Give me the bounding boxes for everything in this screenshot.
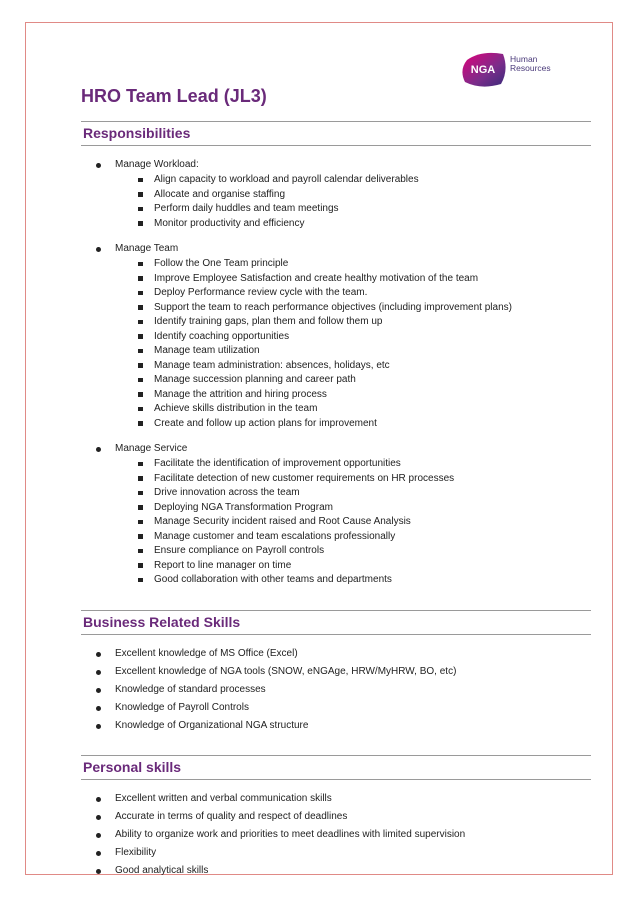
square-bullet-icon bbox=[138, 476, 143, 481]
group-label: Manage Service bbox=[115, 443, 188, 454]
square-bullet-icon bbox=[138, 305, 143, 310]
list-item bbox=[81, 544, 591, 559]
bullet-icon bbox=[96, 833, 101, 838]
list-item-text: Manage Security incident raised and Root Cause Analysis bbox=[154, 516, 411, 527]
list-item bbox=[81, 344, 591, 359]
list-item bbox=[81, 559, 591, 574]
logo-line1: Human bbox=[510, 54, 538, 64]
square-bullet-icon bbox=[138, 407, 143, 412]
list-item bbox=[81, 501, 591, 516]
list-item-text: Support the team to reach performance objectives (including improvement plans) bbox=[154, 301, 512, 313]
list-item bbox=[81, 645, 591, 663]
square-bullet-icon bbox=[138, 207, 143, 212]
responsibilities-section bbox=[81, 121, 591, 588]
square-bullet-icon bbox=[138, 491, 143, 496]
list-item-text: Monitor productivity and efficiency bbox=[154, 217, 305, 229]
list-item-text: Excellent written and verbal communication skills bbox=[115, 793, 332, 804]
list-item-text: Facilitate detection of new customer requirements on HR processes bbox=[154, 472, 455, 484]
list-item-text: Excellent knowledge of MS Office (Excel) bbox=[115, 648, 298, 659]
list-item bbox=[81, 173, 591, 188]
square-bullet-icon bbox=[138, 578, 143, 583]
list-item bbox=[81, 188, 591, 203]
list-item-text: Perform daily huddles and team meetings bbox=[154, 203, 339, 214]
bullet-icon bbox=[96, 724, 101, 729]
list-item bbox=[81, 286, 591, 301]
square-bullet-icon bbox=[138, 291, 143, 296]
square-bullet-icon bbox=[138, 549, 143, 554]
list-item-text: Identify coaching opportunities bbox=[154, 330, 290, 342]
list-item-text: Manage customer and team escalations professionally bbox=[154, 530, 396, 542]
section-heading: Business Related Skills bbox=[81, 610, 591, 635]
list-item bbox=[81, 573, 591, 588]
square-bullet-icon bbox=[138, 276, 143, 281]
sub-list bbox=[115, 257, 591, 431]
list-item-text: Manage team utilization bbox=[154, 345, 260, 356]
bullet-icon bbox=[96, 797, 101, 802]
list-item-text: Ensure compliance on Payroll controls bbox=[154, 545, 325, 556]
list-item bbox=[81, 862, 591, 880]
list-item-text: Facilitate the identification of improvement opportunities bbox=[154, 458, 401, 469]
list-item-text: Knowledge of standard processes bbox=[115, 684, 266, 695]
square-bullet-icon bbox=[138, 320, 143, 325]
list-item bbox=[81, 217, 591, 232]
list-item-text: Identify training gaps, plan them and follow them up bbox=[154, 316, 383, 327]
list-item-text: Knowledge of Payroll Controls bbox=[115, 702, 249, 713]
list-item-text: Drive innovation across the team bbox=[154, 487, 300, 498]
group-item bbox=[81, 158, 591, 242]
list-item-text: Good collaboration with other teams and departments bbox=[154, 574, 392, 585]
bullet-icon bbox=[96, 706, 101, 711]
svg-text:NGA: NGA bbox=[470, 64, 496, 76]
list-item bbox=[81, 359, 591, 374]
bullet-icon bbox=[96, 670, 101, 675]
group-label: Manage Workload: bbox=[115, 159, 199, 170]
list-item bbox=[81, 486, 591, 501]
sub-list bbox=[115, 173, 591, 231]
square-bullet-icon bbox=[138, 392, 143, 397]
list-item bbox=[81, 844, 591, 862]
list-item-text: Improve Employee Satisfaction and create healthy motivation of the team bbox=[154, 272, 479, 284]
bullet-icon bbox=[96, 815, 101, 820]
list-item-text: Manage succession planning and career path bbox=[154, 374, 356, 385]
list-item-text: Ability to organize work and priorities to meet deadlines with limited supervision bbox=[115, 829, 466, 840]
list-item-text: Allocate and organise staffing bbox=[154, 188, 286, 200]
bullet-icon bbox=[96, 688, 101, 693]
list-item bbox=[81, 808, 591, 826]
bullet-icon bbox=[96, 652, 101, 657]
list-item bbox=[81, 301, 591, 316]
page-title: HRO Team Lead (JL3) bbox=[81, 86, 267, 106]
list-item-text: Deploying NGA Transformation Program bbox=[154, 501, 333, 513]
square-bullet-icon bbox=[138, 421, 143, 426]
list-item-text: Flexibility bbox=[115, 847, 157, 858]
business-skills-section bbox=[81, 610, 591, 735]
bullet-icon bbox=[96, 163, 101, 168]
bullet-icon bbox=[96, 851, 101, 856]
list-item-text: Knowledge of Organizational NGA structure bbox=[115, 720, 309, 731]
list-item-text: Manage the attrition and hiring process bbox=[154, 388, 327, 400]
square-bullet-icon bbox=[138, 262, 143, 267]
list-item bbox=[81, 472, 591, 487]
square-bullet-icon bbox=[138, 178, 143, 183]
list-item-text: Achieve skills distribution in the team bbox=[154, 403, 318, 414]
business-skills-list bbox=[81, 645, 591, 735]
list-item-text: Deploy Performance review cycle with the team. bbox=[154, 287, 368, 298]
list-item bbox=[81, 457, 591, 472]
list-item bbox=[81, 515, 591, 530]
square-bullet-icon bbox=[138, 192, 143, 197]
list-item bbox=[81, 257, 591, 272]
responsibility-groups bbox=[81, 158, 591, 588]
list-item-text: Manage team administration: absences, holidays, etc bbox=[154, 359, 390, 371]
list-item bbox=[81, 388, 591, 403]
bullet-icon bbox=[96, 247, 101, 252]
sub-list bbox=[115, 457, 591, 588]
list-item bbox=[81, 315, 591, 330]
square-bullet-icon bbox=[138, 363, 143, 368]
list-item-text: Accurate in terms of quality and respect of deadlines bbox=[115, 811, 348, 822]
list-item bbox=[81, 417, 591, 432]
list-item-text: Excellent knowledge of NGA tools (SNOW, eNGAge, HRW/MyHRW, BO, etc) bbox=[115, 666, 457, 677]
group-item bbox=[81, 442, 591, 588]
list-item-text: Align capacity to workload and payroll calendar deliverables bbox=[154, 174, 419, 185]
list-item bbox=[81, 373, 591, 388]
list-item bbox=[81, 826, 591, 844]
list-item bbox=[81, 681, 591, 699]
list-item bbox=[81, 202, 591, 217]
square-bullet-icon bbox=[138, 221, 143, 226]
square-bullet-icon bbox=[138, 520, 143, 525]
logo-text bbox=[510, 55, 551, 73]
list-item bbox=[81, 717, 591, 735]
square-bullet-icon bbox=[138, 334, 143, 339]
list-item-text: Follow the One Team principle bbox=[154, 258, 289, 269]
list-item bbox=[81, 663, 591, 681]
list-item bbox=[81, 272, 591, 287]
list-item bbox=[81, 790, 591, 808]
square-bullet-icon bbox=[138, 378, 143, 383]
bullet-icon bbox=[96, 869, 101, 874]
personal-skills-section bbox=[81, 755, 591, 880]
square-bullet-icon bbox=[138, 563, 143, 568]
square-bullet-icon bbox=[138, 534, 143, 539]
logo-line2: Resources bbox=[510, 63, 551, 73]
square-bullet-icon bbox=[138, 505, 143, 510]
list-item bbox=[81, 402, 591, 417]
group-label: Manage Team bbox=[115, 243, 179, 254]
personal-skills-list bbox=[81, 790, 591, 880]
list-item bbox=[81, 699, 591, 717]
list-item-text: Good analytical skills bbox=[115, 865, 209, 876]
group-item bbox=[81, 242, 591, 442]
list-item bbox=[81, 530, 591, 545]
list-item bbox=[81, 330, 591, 345]
section-heading: Responsibilities bbox=[81, 121, 591, 146]
section-heading: Personal skills bbox=[81, 755, 591, 780]
square-bullet-icon bbox=[138, 462, 143, 467]
list-item-text: Report to line manager on time bbox=[154, 559, 292, 571]
list-item-text: Create and follow up action plans for improvement bbox=[154, 417, 377, 429]
bullet-icon bbox=[96, 447, 101, 452]
square-bullet-icon bbox=[138, 349, 143, 354]
